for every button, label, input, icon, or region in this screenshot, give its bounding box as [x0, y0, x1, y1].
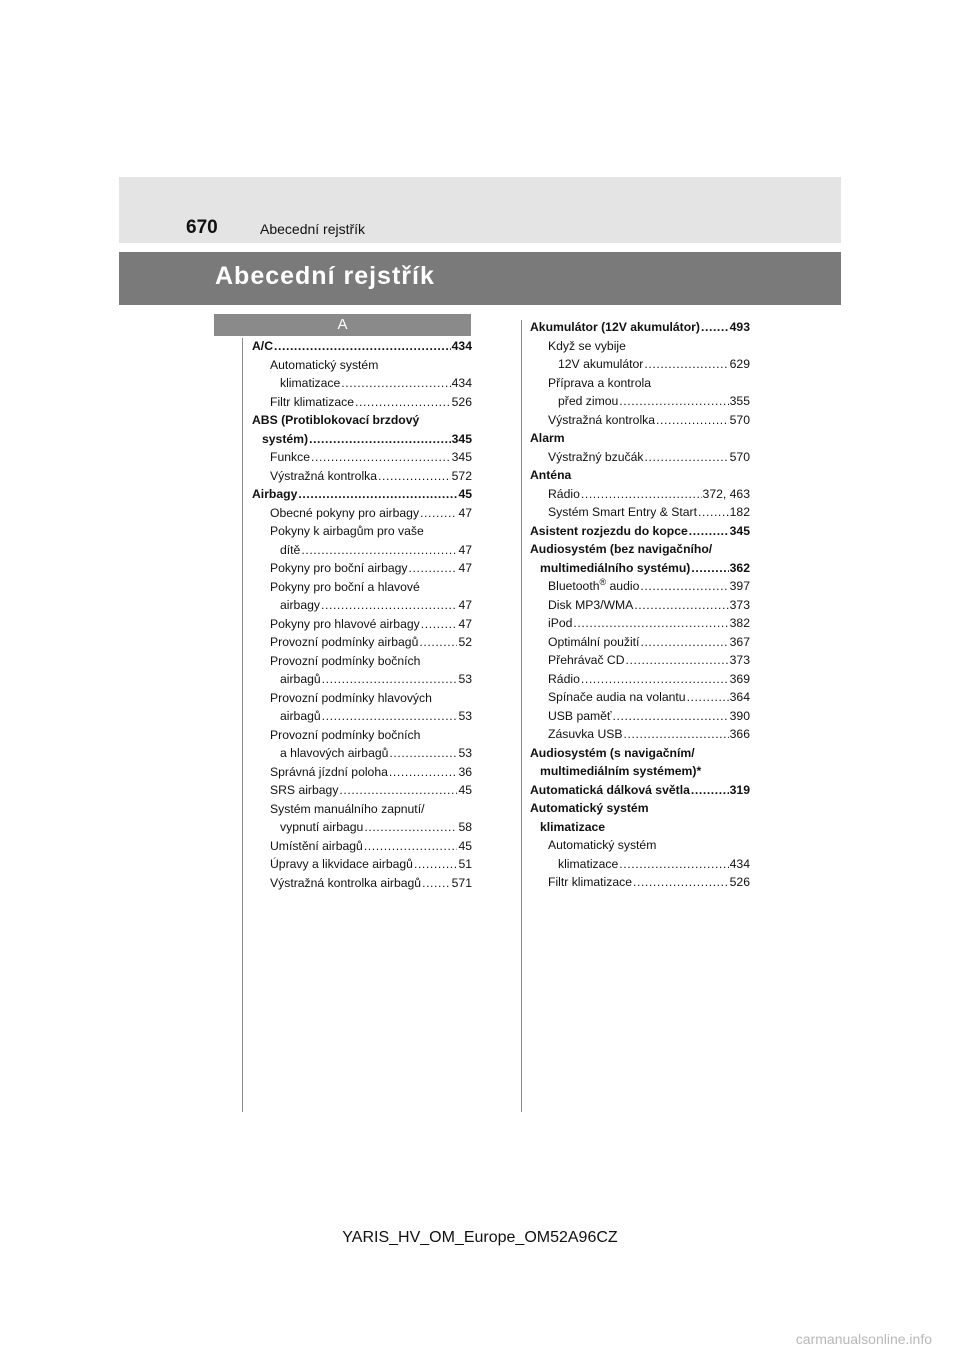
index-entry[interactable]: klimatizace ..... 434: [252, 374, 472, 393]
page-number: 670: [186, 217, 218, 238]
index-entry[interactable]: vypnutí airbagu ..... 58: [252, 818, 472, 837]
index-entry[interactable]: airbagy ..... 47: [252, 596, 472, 615]
index-entry[interactable]: Akumulátor (12V akumulátor) ..... 493: [530, 318, 750, 337]
right-column-rule: [521, 320, 522, 1112]
index-entry[interactable]: Spínače audia na volantu ..... 364: [530, 688, 750, 707]
index-entry: Když se vybije: [548, 338, 626, 353]
index-entry[interactable]: Výstražný bzučák ..... 570: [530, 448, 750, 467]
index-entry[interactable]: iPod ..... 382: [530, 614, 750, 633]
index-entry[interactable]: airbagů ..... 53: [252, 670, 472, 689]
index-entry: Systém manuálního zapnutí/: [270, 801, 425, 816]
right-index-column: [530, 318, 750, 892]
index-entry[interactable]: Úpravy a likvidace airbagů ..... 51: [252, 855, 472, 874]
index-entry[interactable]: Výstražná kontrolka ..... 572: [252, 467, 472, 486]
header-band: [119, 177, 841, 243]
index-entry[interactable]: airbagů ..... 53: [252, 707, 472, 726]
index-entry: Pokyny k airbagům pro vaše: [270, 524, 424, 538]
index-entry[interactable]: Filtr klimatizace ..... 526: [530, 873, 750, 892]
index-entry[interactable]: Obecné pokyny pro airbagy ..... 47: [252, 504, 472, 523]
running-title: Abecední rejstřík: [260, 221, 366, 237]
page-title: Abecední rejstřík: [215, 262, 435, 290]
index-entry[interactable]: Automatická dálková světla ..... 319: [530, 781, 750, 800]
index-entry[interactable]: Správná jízdní poloha ..... 36: [252, 763, 472, 782]
index-entry: Audiosystém (bez navigačního/: [530, 542, 713, 556]
index-entry: Audiosystém (s navigačním/: [530, 745, 695, 760]
index-entry[interactable]: klimatizace ..... 434: [530, 855, 750, 874]
index-entry[interactable]: 12V akumulátor ..... 629: [530, 355, 750, 374]
left-column-rule: [242, 338, 243, 1112]
index-entry[interactable]: Asistent rozjezdu do kopce ..... 345: [530, 522, 750, 541]
index-entry[interactable]: Přehrávač CD ..... 373: [530, 651, 750, 670]
index-entry: Anténa: [530, 468, 572, 482]
index-entry[interactable]: multimediálního systému) ..... 362: [530, 559, 750, 578]
index-entry[interactable]: A/C ..... 434: [252, 337, 472, 356]
index-entry[interactable]: dítě ..... 47: [252, 541, 472, 560]
letter-tab: A: [214, 314, 471, 336]
index-entry: Provozní podmínky hlavových: [270, 690, 432, 705]
watermark: carmanualsonline.info: [795, 1331, 932, 1347]
index-entry[interactable]: Optimální použití ..... 367: [530, 633, 750, 652]
index-entry: Provozní podmínky bočních: [270, 727, 421, 742]
index-entry: Alarm: [530, 431, 565, 445]
index-entry: Příprava a kontrola: [548, 375, 651, 390]
index-entry[interactable]: Airbagy ..... 45: [252, 485, 472, 504]
index-entry: klimatizace: [540, 819, 606, 834]
index-entry[interactable]: Filtr klimatizace ..... 526: [252, 393, 472, 412]
index-entry: multimediálním systémem)*: [540, 764, 702, 778]
index-entry[interactable]: Funkce ..... 345: [252, 448, 472, 467]
left-index-column: [252, 337, 472, 892]
index-entry[interactable]: Pokyny pro hlavové airbagy ..... 47: [252, 615, 472, 634]
index-entry[interactable]: Rádio ..... 369: [530, 670, 750, 689]
index-entry[interactable]: USB paměť ..... 390: [530, 707, 750, 726]
index-entry[interactable]: před zimou ..... 355: [530, 392, 750, 411]
index-entry: Provozní podmínky bočních: [270, 653, 421, 668]
index-entry[interactable]: Rádio ..... 372, 463: [530, 485, 750, 504]
index-entry: Automatický systém: [530, 801, 649, 815]
index-entry: Pokyny pro boční a hlavové: [270, 579, 420, 594]
title-bar: [119, 252, 841, 305]
index-entry: ABS (Protiblokovací brzdový: [252, 413, 420, 427]
index-entry[interactable]: SRS airbagy ..... 45: [252, 781, 472, 800]
index-entry[interactable]: a hlavových airbagů ..... 53: [252, 744, 472, 763]
index-entry: Automatický systém: [548, 838, 657, 852]
index-entry[interactable]: Provozní podmínky airbagů ..... 52: [252, 633, 472, 652]
index-entry[interactable]: Výstražná kontrolka airbagů ..... 571: [252, 874, 472, 893]
index-entry[interactable]: Pokyny pro boční airbagy ..... 47: [252, 559, 472, 578]
index-entry[interactable]: Zásuvka USB ..... 366: [530, 725, 750, 744]
index-entry[interactable]: Systém Smart Entry & Start ..... 182: [530, 503, 750, 522]
index-entry[interactable]: Umístění airbagů ..... 45: [252, 837, 472, 856]
index-entry[interactable]: Výstražná kontrolka ..... 570: [530, 411, 750, 430]
document-footer: YARIS_HV_OM_Europe_OM52A96CZ: [342, 1229, 618, 1246]
index-entry[interactable]: Bluetooth® audio ..... 397: [530, 577, 750, 596]
index-entry[interactable]: systém) ..... 345: [252, 430, 472, 449]
index-entry: Automatický systém: [270, 357, 379, 372]
index-entry[interactable]: Disk MP3/WMA ..... 373: [530, 596, 750, 615]
